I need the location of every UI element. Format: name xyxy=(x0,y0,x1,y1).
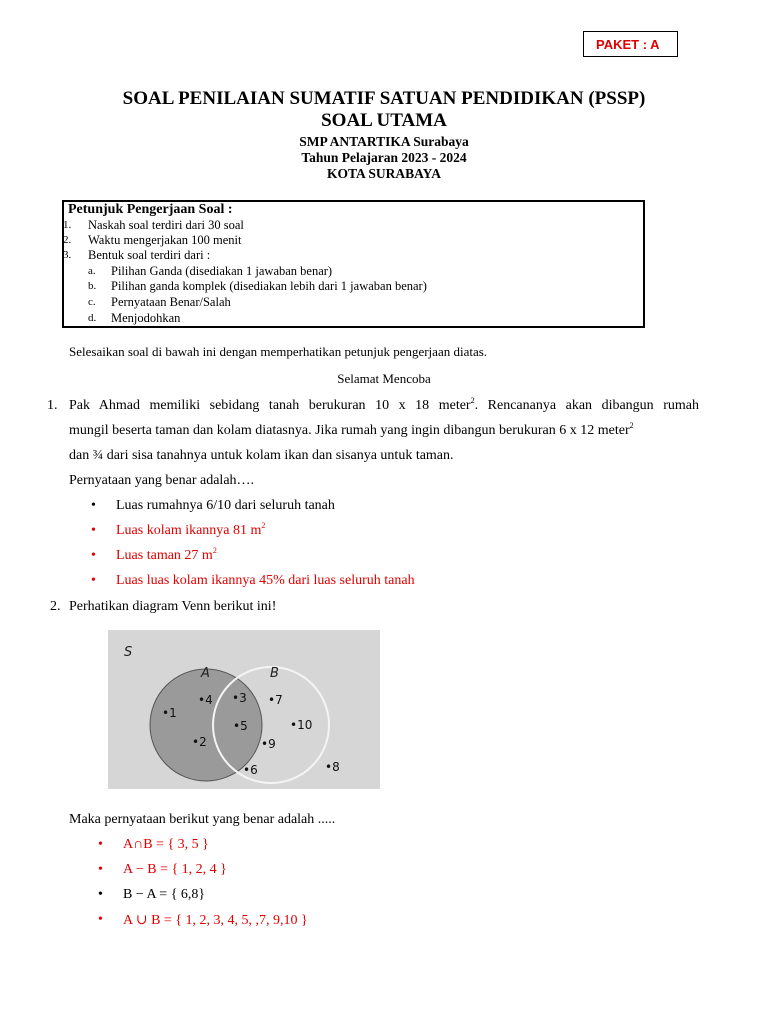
academic-year: Tahun Pelajaran 2023 - 2024 xyxy=(301,150,467,165)
q1-line1: Pak Ahmad memiliki sebidang tanah berukuran 10 x 18 meter$^2$. Rencananya akan dibangun rumah xyxy=(69,396,699,413)
venn-element: •4 xyxy=(198,693,213,707)
venn-element: •2 xyxy=(192,735,207,749)
greeting-text: Selamat Mencoba xyxy=(337,371,431,386)
q1-prompt: Pernyataan yang benar adalah…. xyxy=(69,473,255,488)
q2-prompt: Maka pernyataan berikut yang benar adalah ..... xyxy=(69,812,336,827)
instructions-title: Petunjuk Pengerjaan Soal : xyxy=(68,202,233,217)
exam-title: SOAL PENILAIAN SUMATIF SATUAN PENDIDIKAN (PSSP) xyxy=(122,88,646,109)
q2-text: Perhatikan diagram Venn berikut ini! xyxy=(69,599,277,614)
venn-label-s: S xyxy=(124,645,133,660)
exam-subtitle: SOAL UTAMA xyxy=(321,110,447,131)
venn-element: •7 xyxy=(268,693,283,707)
city-name: KOTA SURABAYA xyxy=(327,166,441,181)
venn-label-b: B xyxy=(270,666,279,681)
q1-line3: dan ¾ dari sisa tanahnya untuk kolam ikan dan sisanya untuk taman. xyxy=(69,448,454,463)
intro-text: Selesaikan soal di bawah ini dengan memperhatikan petunjuk pengerjaan diatas. xyxy=(69,344,488,359)
venn-element: •6 xyxy=(243,763,258,777)
venn-element: •8 xyxy=(325,760,340,774)
venn-element: •1 xyxy=(162,706,177,720)
school-name: SMP ANTARTIKA Surabaya xyxy=(299,134,469,149)
q2-number: 2. xyxy=(50,599,61,614)
venn-element: •5 xyxy=(233,719,248,733)
venn-element: •9 xyxy=(261,737,276,751)
paket-label: PAKET : A xyxy=(583,31,678,57)
venn-label-a: A xyxy=(201,666,210,681)
venn-diagram xyxy=(108,630,380,789)
venn-element: •3 xyxy=(232,691,247,705)
q1-line2: mungil beserta taman dan kolam diatasnya. Jika rumah yang ingin dibangun berukuran 6 x 12 meter$^2$ xyxy=(69,421,634,438)
venn-element: •10 xyxy=(290,718,313,732)
q1-number: 1. xyxy=(47,398,58,413)
